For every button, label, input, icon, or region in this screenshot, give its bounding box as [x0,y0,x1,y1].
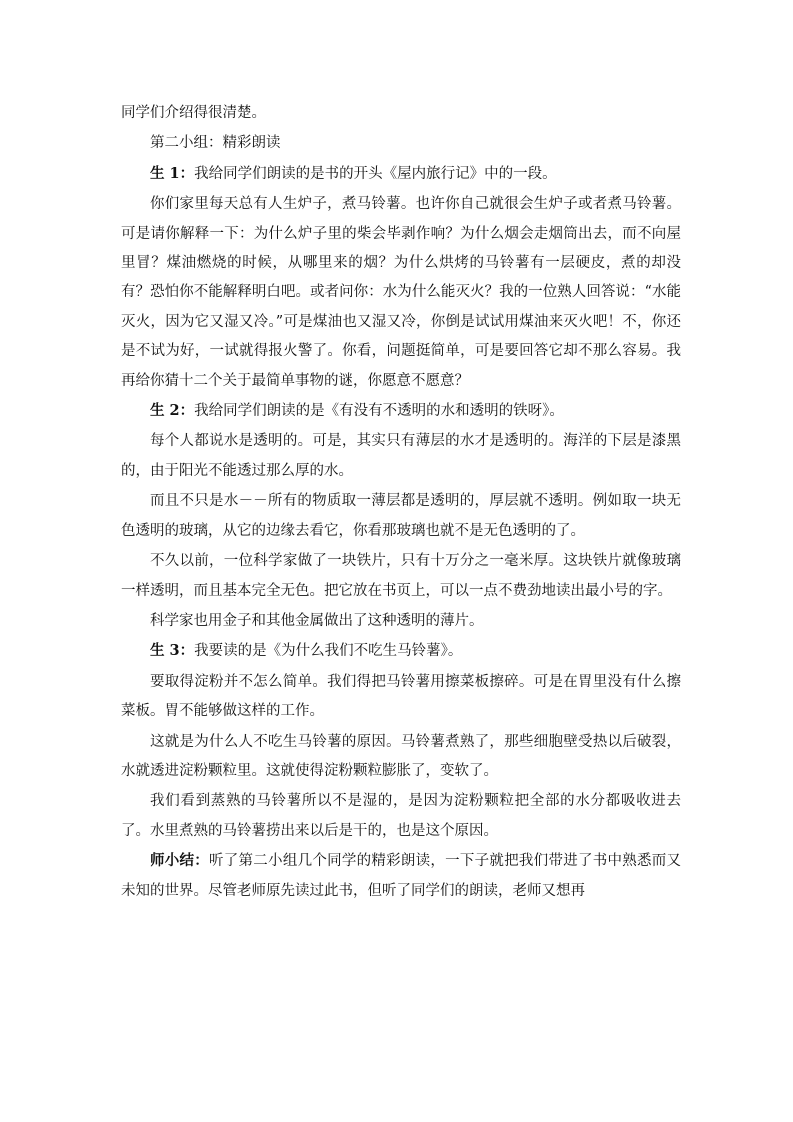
paragraph-text: 我给同学们朗读的是《有没有不透明的水和透明的铁呀》。 [194,403,564,420]
paragraph [121,426,681,486]
paragraph [121,98,681,128]
paragraph-text: 科学家也用金子和其他金属做出了这种透明的薄片。 [150,612,484,629]
paragraph-text: 要取得淀粉并不怎么简单。我们得把马铃薯用擦菜板擦碎。可是在胃里没有什么擦菜板。胃不能够做这样的工作。 [121,673,681,720]
paragraph [121,159,681,189]
paragraph [121,486,681,546]
paragraph-text: 同学们介绍得很清楚。 [121,105,266,121]
document-body [121,98,681,906]
paragraph [121,786,681,846]
speaker-label: 生 3： [150,642,195,660]
paragraph-text: 我们看到蒸熟的马铃薯所以不是湿的，是因为淀粉颗粒把全部的水分都吸收进去了。水里煮熟的马铃薯捞出来以后是干的，也是这个原因。 [121,793,681,839]
paragraph [121,727,681,787]
paragraph-text: 每个人都说水是透明的。可是，其实只有薄层的水才是透明的。海洋的下层是漆黑的，由于阳光不能透过那么厚的水。 [121,433,681,479]
paragraph [121,606,681,636]
paragraph-text: 不久以前，一位科学家做了一块铁片，只有十万分之一毫米厚。这块铁片就像玻璃一样透明，而且基本完全无色。把它放在书页上，可以一点不费劲地读出最小号的字。 [121,553,681,599]
paragraph-text: 听了第二小组几个同学的精彩朗读，一下子就把我们带进了书中熟悉而又未知的世界。尽管老师原先读过此书，但听了同学们的朗读，老师又想再 [121,853,681,899]
speaker-label: 生 2： [150,402,195,420]
section-heading [121,128,681,158]
paragraph-text: 我要读的是《为什么我们不吃生马铃薯》。 [194,643,463,660]
paragraph [121,667,681,727]
paragraph-text: 你们家里每天总有人生炉子，煮马铃薯。也许你自己就很会生炉子或者煮马铃薯。可是请你解释一下：为什么炉子里的柴会毕剥作响？为什么烟会走烟筒出去，而不向屋里冒？煤油燃烧的时候，从哪里来的烟？为什么烘烤的马铃薯有一层硬皮，煮的却没有？恐怕你不能解释明白吧。或者问你：水为什么能灭火？我的一位熟人回答说：“水能灭火，因为它又湿又冷。”可是煤油也又湿又冷，你倒是试试用煤油来灭火吧！不，你还是不试为好，一试就得报火警了。你看，问题挺简单，可是要回答它却不那么容易。我再给你猜十二个关于最简单事物的谜，你愿意不愿意？ [121,196,681,389]
paragraph [121,636,681,666]
speaker-label: 师小结： [150,852,210,870]
paragraph-text: 我给同学们朗读的是书的开头《屋内旅行记》中的一段。 [194,165,557,182]
paragraph-text: 第二小组：精彩朗读 [150,135,281,152]
speaker-label: 生 1： [150,164,195,182]
paragraph [121,846,681,906]
paragraph-text: 而且不只是水－－所有的物质取一薄层都是透明的，厚层就不透明。例如取一块无色透明的玻璃，从它的边缘去看它，你看那玻璃也就不是无色透明的了。 [121,493,681,539]
paragraph-text: 这就是为什么人不吃生马铃薯的原因。马铃薯煮熟了，那些细胞壁受热以后破裂，水就透进淀粉颗粒里。这就使得淀粉颗粒膨胀了，变软了。 [121,733,681,779]
paragraph [121,189,681,396]
paragraph [121,546,681,606]
paragraph [121,396,681,426]
